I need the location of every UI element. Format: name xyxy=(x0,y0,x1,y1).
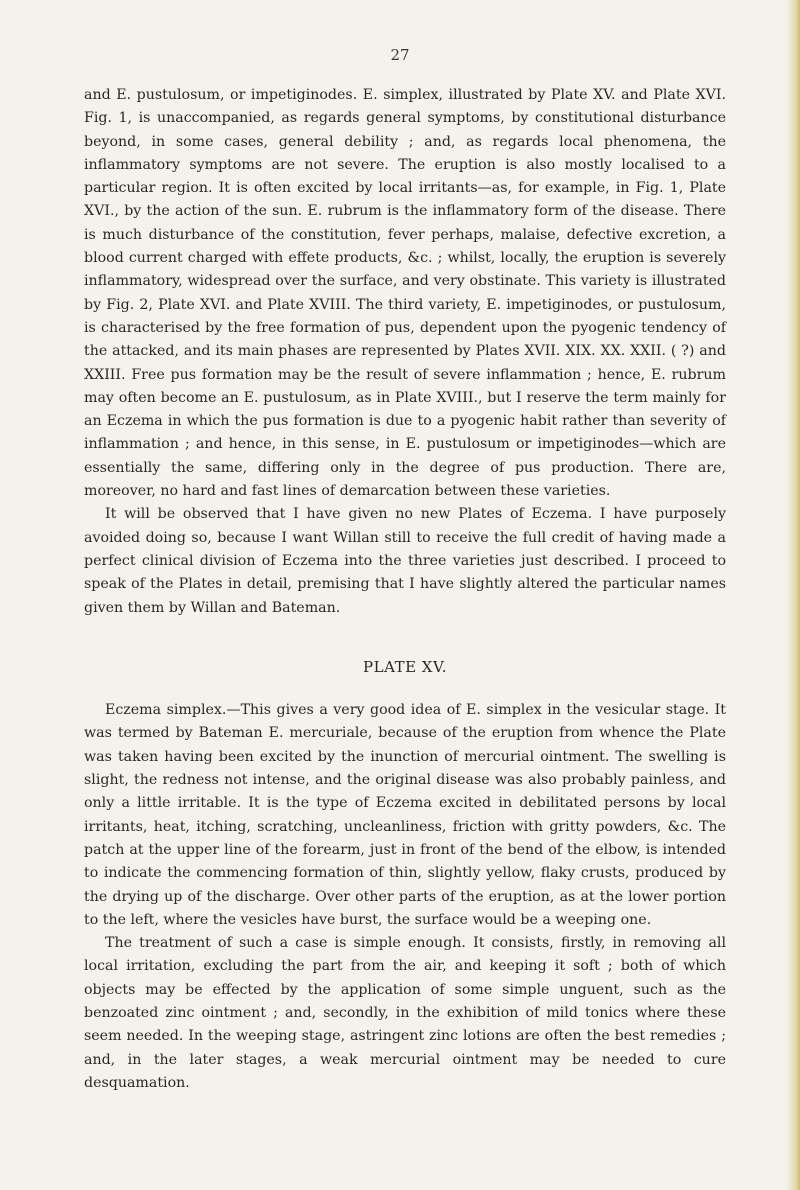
page-body xyxy=(84,84,726,1095)
paragraph-eczema-simplex: Eczema simplex.—This gives a very good idea of E. simplex in the vesicular stage. It was termed by Bateman E. mercuriale, because of the eruption from whence the Plate was taken having been excited by the inunction of mercurial ointment. The swelling is slight, the redness not intense, and the original disease was also probably painless, and only a little irritable. It is the type of Eczema excited in debilitated persons by local irritants, heat, itching, scratching, uncleanliness, friction with gritty powders, &c. The patch at the upper line of the forearm, just in front of the bend of the elbow, is intended to indicate the commencing formation of thin, slightly yellow, flaky crusts, produced by the drying up of the discharge. Over other parts of the eruption, as at the lower portion to the left, where the vesicles have burst, the surface would be a weeping one. xyxy=(84,702,726,928)
paragraph-treatment: The treatment of such a case is simple enough. It consists, firstly, in removing all local irritation, excluding the part from the air, and keeping it soft ; both of which objects may be effected by the application of some simple unguent, such as the benzoated zinc ointment ; and, secondly, in the exhibition of mild tonics where these seem needed. In the weeping stage, astringent zinc lotions are often the best remedies ; and, in the later stages, a weak mercurial ointment may be needed to cure desquamation. xyxy=(84,935,726,1091)
paragraph-varieties: and E. pustulosum, or impetiginodes. E. simplex, illustrated by Plate XV. and Plate XVI. Fig. 1, is unaccompanied, as regards general symptoms, by constitutional disturbance beyond, in some cases, general debility ; and, as regards local phenomena, the inflammatory symptoms are not severe. The eruption is also mostly localised to a particular region. It is often excited by local irritants—as, for example, in Fig. 1, Plate XVI., by the action of the sun. E. rubrum is the inflammatory form of the disease. There is much disturbance of the constitution, fever perhaps, malaise, defective excretion, a blood current charged with effete products, &c. ; whilst, locally, the eruption is severely inflammatory, widespread over the surface, and very obstinate. This variety is illustrated by Fig. 2, Plate XVI. and Plate XVIII. The third variety, E. impetiginodes, or pustulosum, is characterised by the free formation of pus, dependent upon the pyogenic tendency of the attacked, and its main phases are represented by Plates XVII. XIX. XX. XXII. ( ?) and XXIII. Free pus formation may be the result of severe inflammation ; hence, E. rubrum may often become an E. pustulosum, as in Plate XVIII., but I reserve the term mainly for an Eczema in which the pus formation is due to a pyogenic habit rather than severity of inflammation ; and hence, in this sense, in E. pustulosum or impetiginodes—which are essentially the same, differing only in the degree of pus production. There are, moreover, no hard and fast lines of demarcation between these varieties. xyxy=(84,87,726,500)
page-number: 27 xyxy=(390,46,410,64)
page-edge-shading xyxy=(786,0,800,1190)
paragraph-willan-credit: It will be observed that I have given no new Plates of Eczema. I have purposely avoided doing so, because I want Willan still to receive the full credit of having made a perfect clinical division of Eczema into the three varieties just described. I proceed to speak of the Plates in detail, premising that I have slightly altered the particular names given them by Willan and Bateman. xyxy=(84,506,726,616)
plate-heading: PLATE XV. xyxy=(363,657,447,676)
